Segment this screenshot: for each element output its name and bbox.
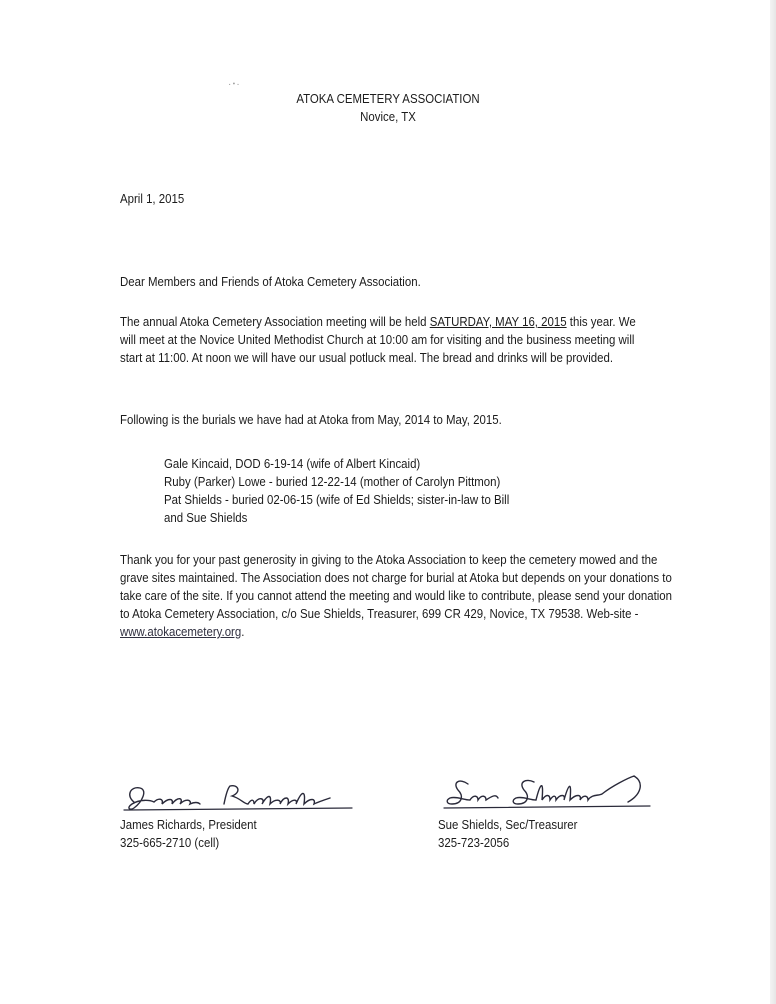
page-edge: [770, 0, 776, 1004]
treasurer-phone: 325-723-2056: [438, 835, 510, 850]
donation-text: Thank you for your past generosity in giving to the Atoka Association to keep the cemetery mowed and the grave sites maintained. The Association does not charge for burial at Atoka but depends on your donations to take care of the site. If you cannot attend the meeting and would like to contribute, please send your donation to Atoka Cemetery Association, c/o Sue Shields, Treasurer, 699 CR 429, Novice, TX 79538. Web-site -: [120, 552, 673, 621]
signature-block-president: [120, 780, 360, 852]
signature-sue-shields: [438, 770, 668, 816]
treasurer-name-title: Sue Shields, Sec/Treasurer: [438, 817, 578, 832]
burials-list: [164, 455, 516, 527]
donation-text-end: .: [241, 624, 245, 639]
meeting-text-start: The annual Atoka Cemetery Association meeting will be held: [120, 314, 430, 329]
letterhead: [0, 90, 776, 126]
burial-entry: Gale Kincaid, DOD 6-19-14 (wife of Albert Kincaid): [164, 456, 421, 471]
salutation: Dear Members and Friends of Atoka Cemetery Association.: [120, 274, 421, 289]
president-name-title: James Richards, President: [120, 817, 257, 832]
signature-james-richards: [120, 780, 360, 816]
donation-paragraph: [120, 551, 676, 641]
burial-entry: Pat Shields - buried 02-06-15 (wife of Ed Shields; sister-in-law to Bill and Sue Shields: [164, 492, 510, 525]
burials-intro: Following is the burials we have had at Atoka from May, 2014 to May, 2015.: [120, 412, 502, 427]
website-link[interactable]: www.atokacemetery.org: [120, 624, 242, 639]
president-phone: 325-665-2710 (cell): [120, 835, 220, 850]
letter-date: April 1, 2015: [120, 191, 185, 206]
scan-speck: ·ꞏ·: [228, 79, 241, 90]
organization-location: Novice, TX: [360, 109, 416, 124]
burial-entry: Ruby (Parker) Lowe - buried 12-22-14 (mother of Carolyn Pittmon): [164, 474, 501, 489]
meeting-text-end: this year. We will meet at the Novice United Methodist Church at 10:00 am for visiting and the business meeting will start at 11:00. At noon we will have our usual potluck meal. The bread and drinks will be provided.: [120, 314, 636, 365]
signature-block-treasurer: [438, 770, 668, 852]
organization-name: ATOKA CEMETERY ASSOCIATION: [296, 91, 480, 106]
meeting-paragraph: [120, 313, 648, 367]
meeting-date-emphasis: SATURDAY, MAY 16, 2015: [429, 314, 567, 329]
